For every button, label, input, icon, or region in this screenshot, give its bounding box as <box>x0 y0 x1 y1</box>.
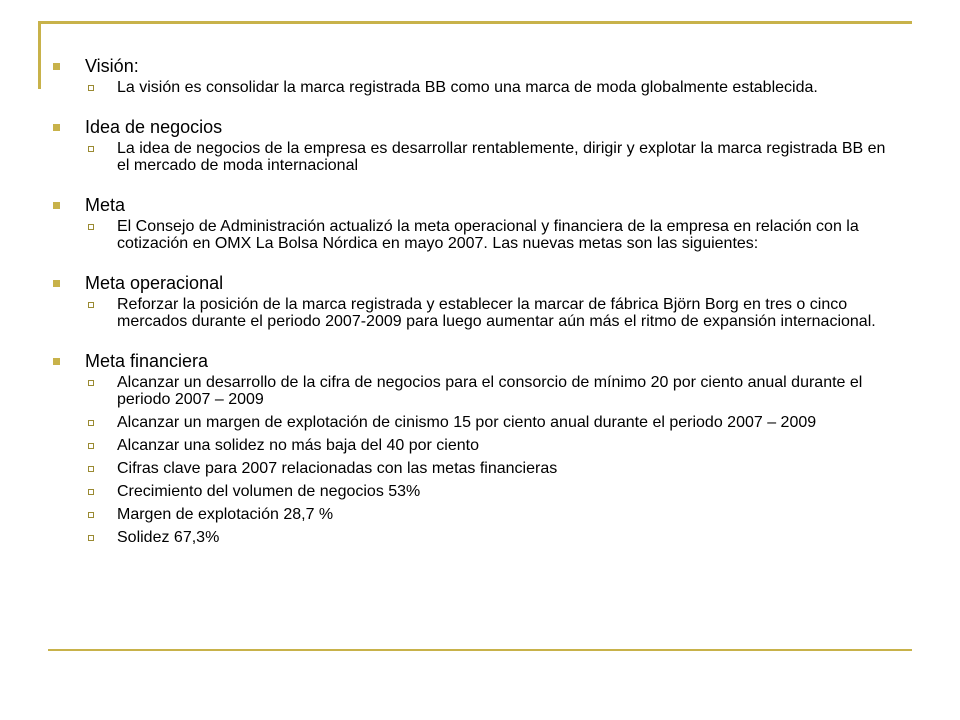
hollow-square-bullet-icon <box>88 535 94 541</box>
list-item-text: Alcanzar un margen de explotación de cinismo 15 por ciento anual durante el periodo 2007 – 2009 <box>117 414 817 431</box>
hollow-square-bullet-icon <box>88 224 94 230</box>
list-item <box>88 414 902 431</box>
square-bullet-icon <box>53 63 60 70</box>
section-heading: Idea de negocios <box>85 117 223 137</box>
section-meta <box>52 194 902 252</box>
list-item <box>88 79 902 96</box>
list-item-text: Crecimiento del volumen de negocios 53% <box>117 483 421 500</box>
list-item <box>88 296 902 330</box>
list-item-text: Margen de explotación 28,7 % <box>117 506 334 523</box>
frame-top-rule <box>38 21 912 24</box>
square-bullet-icon <box>53 202 60 209</box>
list-item-text: La visión es consolidar la marca registrada BB como una marca de moda globalmente establecida. <box>117 79 818 96</box>
hollow-square-bullet-icon <box>88 302 94 308</box>
section-heading-row <box>52 194 902 216</box>
section-heading: Meta financiera <box>85 351 209 371</box>
hollow-square-bullet-icon <box>88 146 94 152</box>
section-heading: Visión: <box>85 56 139 76</box>
section-heading-row <box>52 350 902 372</box>
section-vision <box>52 55 902 96</box>
list-item-text: Solidez 67,3% <box>117 529 220 546</box>
hollow-square-bullet-icon <box>88 420 94 426</box>
slide-content <box>52 55 902 566</box>
list-item-text: El Consejo de Administración actualizó la meta operacional y financiera de la empresa en relación con la cotización en OMX La Bolsa Nórdica en mayo 2007. Las nuevas metas son las siguientes: <box>117 218 859 252</box>
section-heading: Meta operacional <box>85 273 224 293</box>
section-heading: Meta <box>85 195 126 215</box>
list-item <box>88 218 902 252</box>
section-meta-financiera <box>52 350 902 546</box>
section-heading-row <box>52 272 902 294</box>
square-bullet-icon <box>53 124 60 131</box>
hollow-square-bullet-icon <box>88 443 94 449</box>
section-heading-row <box>52 55 902 77</box>
hollow-square-bullet-icon <box>88 85 94 91</box>
frame-bottom-rule <box>48 649 912 651</box>
list-item <box>88 529 902 546</box>
list-item <box>88 140 902 174</box>
section-meta-operacional <box>52 272 902 330</box>
hollow-square-bullet-icon <box>88 512 94 518</box>
hollow-square-bullet-icon <box>88 489 94 495</box>
list-item <box>88 437 902 454</box>
list-item-text: La idea de negocios de la empresa es desarrollar rentablemente, dirigir y explotar la marca registrada BB en el mercado de moda internacional <box>117 140 886 174</box>
list-item <box>88 483 902 500</box>
square-bullet-icon <box>53 358 60 365</box>
square-bullet-icon <box>53 280 60 287</box>
list-item-text: Reforzar la posición de la marca registrada y establecer la marcar de fábrica Björn Borg en tres o cinco mercados durante el periodo 2007-2009 para luego aumentar aún más el ritmo de expansión internacional. <box>117 296 876 330</box>
list-item-text: Alcanzar una solidez no más baja del 40 por ciento <box>117 437 479 454</box>
list-item-text: Alcanzar un desarrollo de la cifra de negocios para el consorcio de mínimo 20 por ciento anual durante el periodo 2007 – 2009 <box>117 374 863 408</box>
hollow-square-bullet-icon <box>88 380 94 386</box>
list-item <box>88 374 902 408</box>
section-heading-row <box>52 116 902 138</box>
list-item-text: Cifras clave para 2007 relacionadas con las metas financieras <box>117 460 558 477</box>
section-idea-de-negocios <box>52 116 902 174</box>
hollow-square-bullet-icon <box>88 466 94 472</box>
list-item <box>88 506 902 523</box>
list-item <box>88 460 902 477</box>
frame-left-rule <box>38 21 41 89</box>
